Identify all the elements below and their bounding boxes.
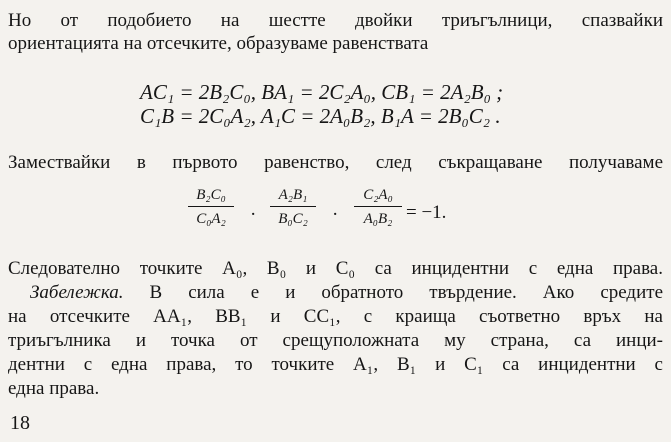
note-line5: една права. xyxy=(8,378,100,399)
note-line1 xyxy=(30,282,663,304)
paragraph2: Замествайки в първото равенство, след съкращаване получаваме xyxy=(8,152,663,173)
note-line2: на отсечките AA₁, BB₁ и CC₁, с краища съответно връх на xyxy=(8,306,663,327)
paragraph3: Следователно точките A₀, B₀ и C₀ са инцидентни с една права. xyxy=(8,258,663,279)
note-label: Забележка. xyxy=(30,282,124,303)
fraction-bar xyxy=(354,206,402,207)
fraction-3 xyxy=(354,186,402,228)
fraction-1-numerator: B₂C₀ xyxy=(196,187,226,203)
note-line3: триъгълника и точка от срещуположната му страна, са инци- xyxy=(8,330,663,351)
paragraph1-line2: ориентацията на отсечките, образуваме равенствата xyxy=(8,33,429,54)
fraction-equation xyxy=(0,186,671,246)
fraction-2 xyxy=(270,186,316,228)
note-line4: дентни с една права, то точките A₁, B₁ и C₁ са инцидентни с xyxy=(8,354,663,375)
paragraph1-line1: Но от подобието на шестте двойки триъгълници, спазвайки xyxy=(8,10,663,31)
fraction-1-denominator: C₀A₂ xyxy=(196,211,226,227)
multiply-dot: · xyxy=(332,204,339,225)
fraction-3-numerator: C₂A₀ xyxy=(363,187,393,203)
note-text: В сила е и обратното твърдение. Ако средите xyxy=(149,282,664,303)
equation-result: = −1. xyxy=(406,202,447,223)
fraction-bar xyxy=(270,206,316,207)
equation-line1: AC₁ = 2B₂C₀, BA₁ = 2C₂A₀, CB₁ = 2A₂B₀ ; xyxy=(140,80,504,104)
fraction-3-denominator: A₀B₂ xyxy=(363,211,393,227)
fraction-2-numerator: A₂B₁ xyxy=(278,187,308,203)
multiply-dot: · xyxy=(250,204,257,225)
fraction-2-denominator: B₀C₂ xyxy=(278,211,308,227)
equation-line2: C₁B = 2C₀A₂, A₁C = 2A₀B₂, B₁A = 2B₀C₂ . xyxy=(140,104,501,128)
page-number: 18 xyxy=(10,412,30,434)
fraction-bar xyxy=(188,206,234,207)
fraction-1 xyxy=(188,186,234,228)
